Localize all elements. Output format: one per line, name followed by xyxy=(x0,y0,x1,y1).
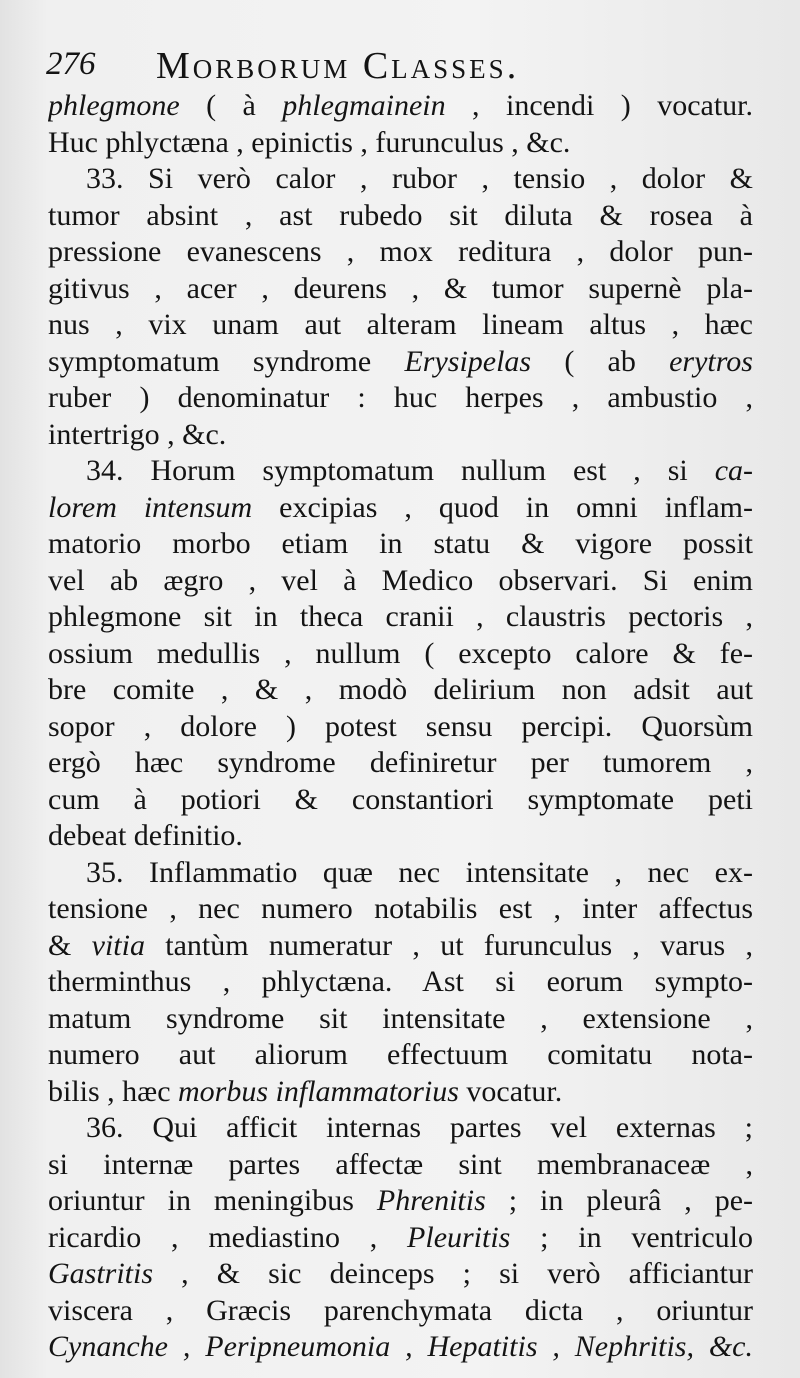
text-segment: debeat definitio. xyxy=(48,819,243,852)
text-segment: ruber ) denominatur : huc herpes , ambustio , xyxy=(48,381,753,414)
text-line xyxy=(48,563,753,600)
text-line xyxy=(48,636,753,673)
text-segment: ( à xyxy=(179,89,283,122)
text-line xyxy=(48,1110,753,1147)
text-segment: 35. Inflammatio quæ nec intensitate , nec ex- xyxy=(86,855,753,889)
text-line xyxy=(48,161,753,198)
body-text xyxy=(48,88,753,1366)
italic-term: Erysipelas xyxy=(404,344,532,378)
text-line xyxy=(48,1183,753,1220)
text-segment: 33. Si verò calor , rubor , tensio , dolor & xyxy=(86,162,753,195)
italic-term: Pleuritis xyxy=(407,1220,511,1254)
text-segment: viscera , Græcis parenchymata dicta , oriuntur xyxy=(48,1293,753,1327)
text-segment: ergò hæc syndrome definiretur per tumorem , xyxy=(48,746,753,779)
text-line xyxy=(48,1293,753,1330)
text-segment: bre comite , & , modò delirium non adsit aut xyxy=(48,673,753,706)
text-line xyxy=(48,125,753,162)
text-segment: tantùm numeratur , ut furunculus , varus , xyxy=(144,928,753,962)
text-line xyxy=(48,782,753,819)
text-line xyxy=(48,891,753,928)
text-segment: numero aut aliorum effectuum comitatu nota- xyxy=(48,1038,753,1071)
text-line xyxy=(48,1074,753,1111)
text-segment: si internæ partes affectæ sint membranaceæ , xyxy=(48,1147,753,1181)
italic-term: Cynanche , Peripneumonia , Hepatitis , Nephritis, &c. xyxy=(48,1330,753,1363)
text-line xyxy=(48,928,753,965)
text-segment: symptomatum syndrome xyxy=(48,344,405,378)
text-line xyxy=(48,271,753,308)
italic-term: Phrenitis xyxy=(376,1184,486,1217)
text-line xyxy=(48,490,753,527)
text-segment: oriuntur in meningibus xyxy=(48,1184,377,1217)
text-line xyxy=(48,88,753,125)
text-line xyxy=(48,1037,753,1074)
italic-term: ca- xyxy=(714,454,753,487)
italic-term: phlegmainein xyxy=(282,89,446,122)
text-segment: Huc phlyctæna , epinictis , furunculus , &c. xyxy=(48,125,571,159)
text-segment: vocatur. xyxy=(458,1074,563,1108)
text-segment: intertrigo , &c. xyxy=(48,417,227,451)
text-line xyxy=(48,417,753,454)
text-line xyxy=(48,198,753,235)
text-line xyxy=(48,1220,753,1257)
text-line xyxy=(48,344,753,381)
text-line xyxy=(48,855,753,892)
text-line xyxy=(48,1256,753,1293)
text-segment: ricardio , mediastino , xyxy=(48,1220,408,1254)
text-segment: ossium medullis , nullum ( excepto calore & fe- xyxy=(48,636,753,670)
text-line xyxy=(48,453,753,490)
text-segment: , incendi ) vocatur. xyxy=(445,89,753,122)
text-segment: vel ab ægro , vel à Medico observari. Si enim xyxy=(48,563,753,597)
text-segment: excipias , quod in omni inflam- xyxy=(252,490,753,524)
text-segment: 34. Horum symptomatum nullum est , si xyxy=(86,454,715,487)
text-segment: therminthus , phlyctæna. Ast si eorum sympto- xyxy=(48,965,753,998)
text-segment: pressione evanescens , mox reditura , dolor pun- xyxy=(48,235,753,268)
text-segment: sopor , dolore ) potest sensu percipi. Quorsùm xyxy=(48,709,753,743)
italic-term: vitia xyxy=(91,928,145,962)
text-segment: tensione , nec numero notabilis est , inter affectus xyxy=(48,892,753,925)
text-line xyxy=(48,818,753,855)
italic-term: phlegmone xyxy=(48,89,180,122)
text-segment: ( ab xyxy=(531,344,670,378)
text-line xyxy=(48,709,753,746)
text-segment: ; in ventriculo xyxy=(510,1220,753,1254)
text-segment: matum syndrome sit intensitate , extensione , xyxy=(48,1001,753,1035)
text-segment: ; in pleurâ , pe- xyxy=(485,1184,753,1217)
italic-term: Gastritis xyxy=(48,1257,154,1290)
italic-term: morbus inflammatorius xyxy=(178,1074,459,1108)
text-segment: gitivus , acer , deurens , & tumor supernè pla- xyxy=(48,271,753,305)
text-segment: nus , vix unam aut alteram lineam altus , hæc xyxy=(48,308,753,341)
text-line xyxy=(48,1001,753,1038)
text-segment: phlegmone sit in theca cranii , claustris pectoris , xyxy=(48,600,753,633)
text-segment: bilis , hæc xyxy=(48,1074,179,1108)
text-segment: 36. Qui afficit internas partes vel externas ; xyxy=(86,1111,753,1144)
italic-term: erytros xyxy=(669,344,753,378)
text-line xyxy=(48,1147,753,1184)
text-line xyxy=(48,1329,753,1366)
text-segment: tumor absint , ast rubedo sit diluta & rosea à xyxy=(48,198,753,232)
text-line xyxy=(48,745,753,782)
text-line xyxy=(48,307,753,344)
page-number: 276 xyxy=(46,46,96,82)
text-line xyxy=(48,526,753,563)
text-segment: matorio morbo etiam in statu & vigore possit xyxy=(48,527,753,560)
text-line xyxy=(48,234,753,271)
text-line xyxy=(48,964,753,1001)
running-title: Morborum Classes. xyxy=(156,45,520,87)
text-line xyxy=(48,599,753,636)
text-segment: cum à potiori & constantiori symptomate peti xyxy=(48,782,753,816)
text-segment: , & sic deinceps ; si verò afficiantur xyxy=(153,1257,753,1290)
text-line xyxy=(48,380,753,417)
text-segment: & xyxy=(48,928,92,962)
text-line xyxy=(48,672,753,709)
running-header xyxy=(46,40,766,90)
italic-term: lorem intensum xyxy=(48,490,253,524)
